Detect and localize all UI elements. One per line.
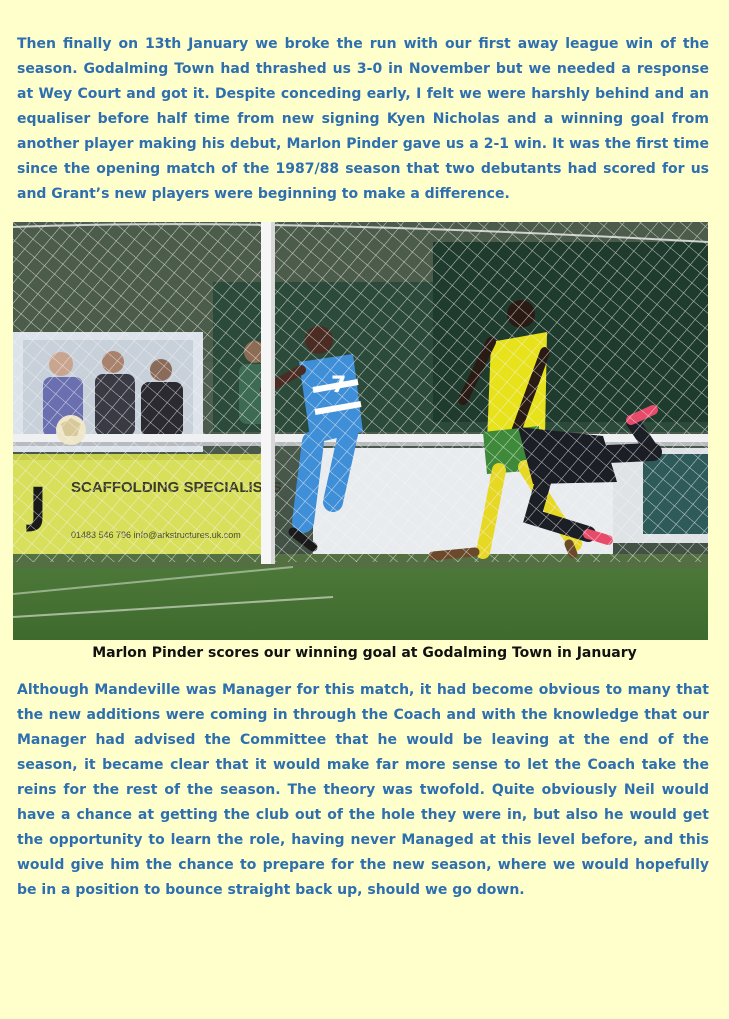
article-paragraph: Although Mandeville was Manager for this match, it had become obvious to many that the new additions were coming in through the Coach and with the knowledge that our Manager had advised the Committee that he would be leaving at the end of the season, it became clear that it would make far more sense to let the Coach take the reins for the rest of the season. The theory was twofold. Quite obviously Neil would have a chance at getting the club out of the hole they were in, but also he would get the opportunity to learn the role, having never Managed at this level before, and this would give him the chance to prepare for the new season, where we would hopefully be in a position to bounce straight back up, should we go down. (17, 682, 709, 898)
match-photo (13, 222, 708, 640)
article-paragraph: Then finally on 13th January we broke the run with our first away league win of the season. Godalming Town had thrashed us 3-0 in November but we needed a response at Wey Court and got it. Despite conceding early, I felt we were harshly behind and an equaliser before half time from new signing Kyen Nicholas and a winning goal from another player making his debut, Marlon Pinder gave us a 2-1 win. It was the first time since the opening match of the 1987/88 season that two debutants had scored for us and Grant’s new players were beginning to make a difference. (17, 36, 709, 202)
photo-caption: Marlon Pinder scores our winning goal at Godalming Town in January (92, 645, 637, 661)
